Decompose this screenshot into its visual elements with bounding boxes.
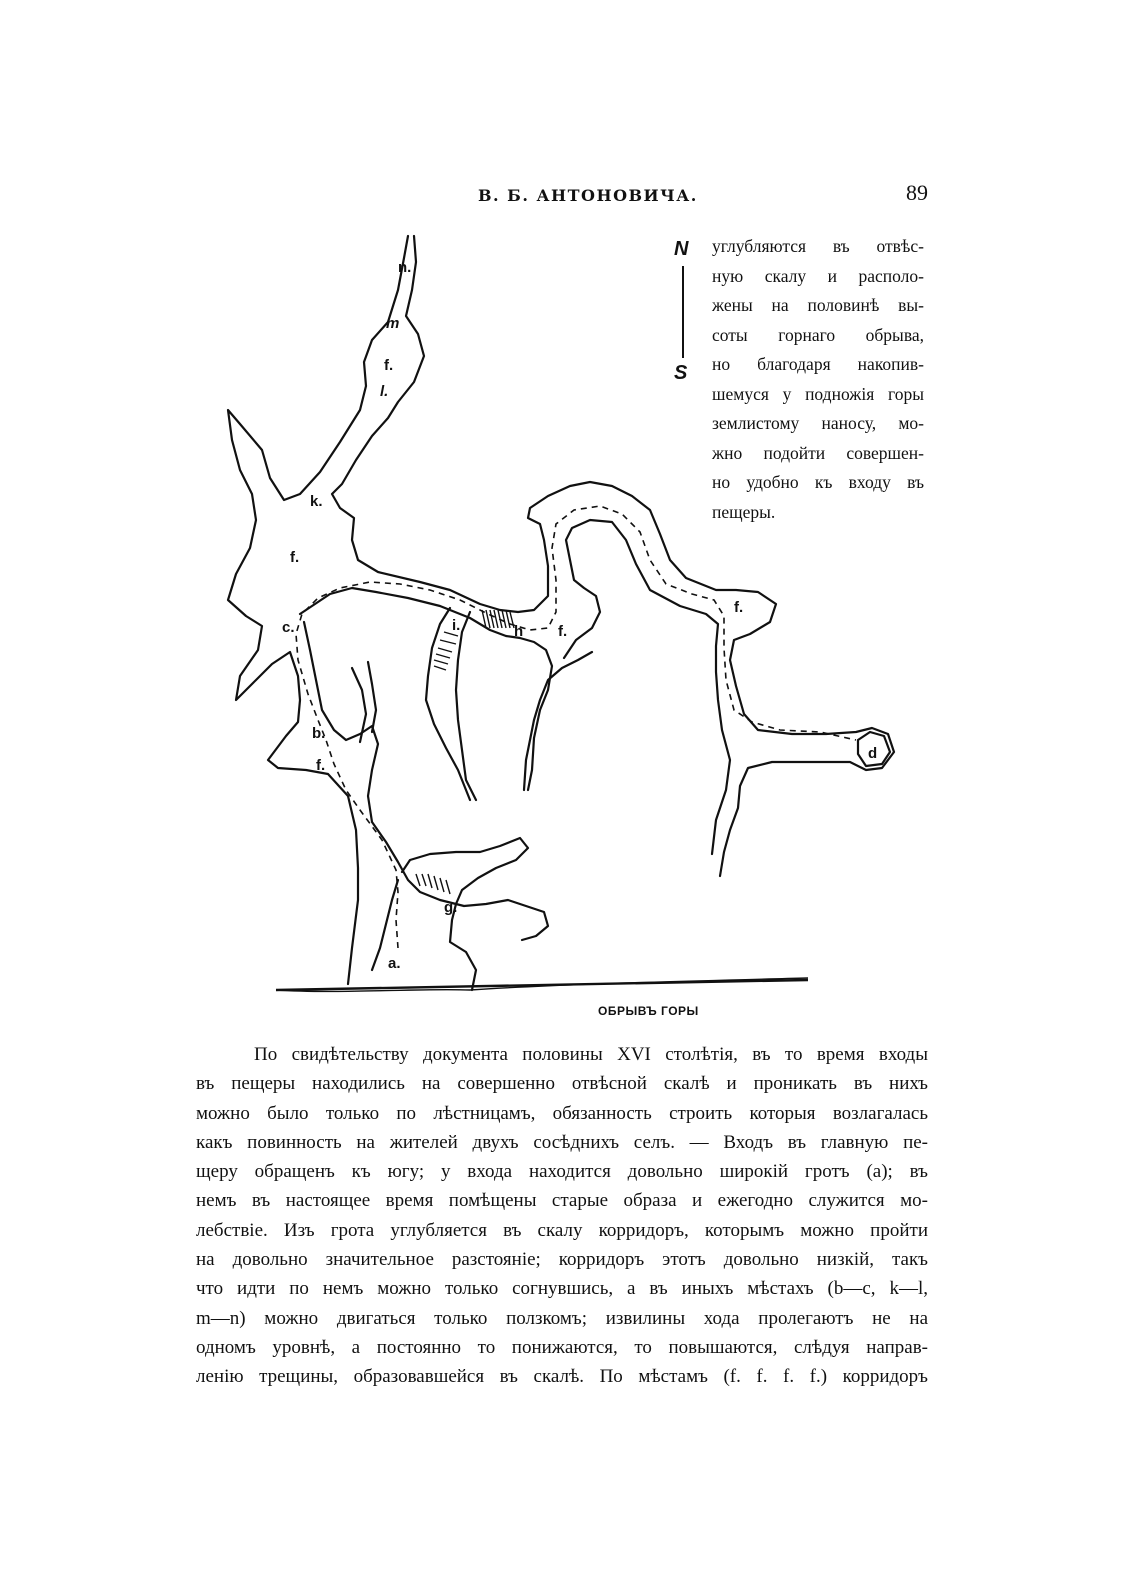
compass-south: S xyxy=(674,362,688,384)
body-line: одномъ уровнѣ, а постоянно то понижаются, то повышаются, слѣдуя направ- xyxy=(196,1336,928,1358)
side-text-line: но удобно къ входу въ xyxy=(712,472,924,492)
map-label-g: g. xyxy=(444,899,458,916)
body-line: какъ повинность на жителей двухъ сосѣднихъ селъ. — Входъ въ главную пе- xyxy=(196,1131,928,1153)
hatch-h xyxy=(482,610,514,628)
map-label-f-mid: f. xyxy=(558,623,568,640)
body-line: что идти по немъ можно только согнувшись, а въ иныхъ мѣстахъ (b—c, k—l, xyxy=(196,1278,928,1300)
map-label-a: a. xyxy=(388,955,401,972)
body-line: ленію трещины, образовавшейся въ скалѣ. По мѣстамъ (f. f. f. f.) корридоръ xyxy=(196,1366,928,1388)
cave-wall-upper-left xyxy=(228,236,408,984)
hatch-g xyxy=(416,874,450,894)
cave-wall-upper-right xyxy=(332,236,894,876)
body-line: въ пещеры находились на совершенно отвѣсной скалѣ и проникать въ нихъ xyxy=(196,1073,928,1095)
map-label-k: k. xyxy=(310,493,323,510)
side-text-line: углубляются въ отвѣс- xyxy=(712,236,924,256)
hatch-i xyxy=(434,632,458,670)
cave-wall-branch-i xyxy=(426,608,476,800)
side-text-line: ную скалу и располо- xyxy=(712,265,924,286)
side-text-line: жно подойти совершен- xyxy=(712,442,924,463)
map-caption: ОБРЫВЪ ГОРЫ xyxy=(598,1004,699,1018)
map-label-m: m xyxy=(386,315,400,332)
map-label-f-left: f. xyxy=(290,549,300,566)
body-line: По свидѣтельству документа половины XVI столѣтія, въ то время входы xyxy=(254,1044,928,1065)
body-line: можно было только по лѣстницамъ, обязанность строить которыя возлагалась xyxy=(196,1102,928,1124)
map-label-c: c. xyxy=(282,619,295,636)
map-label-f-right: f. xyxy=(734,599,744,616)
side-text-line: соты горнаго обрыва, xyxy=(712,324,924,345)
side-text-line: пещеры. xyxy=(712,501,776,522)
map-label-f-top: f. xyxy=(384,357,394,374)
cave-wall-lower xyxy=(402,838,528,990)
map-label-n: n. xyxy=(398,259,412,276)
side-text-line: шемуся у подножія горы xyxy=(712,383,924,404)
running-header-author: В. Б. АНТОНОВИЧА. xyxy=(478,186,698,205)
body-paragraph xyxy=(196,1040,928,1392)
side-text-line: жены на половинѣ вы- xyxy=(712,295,924,315)
map-label-f-bottom: f. xyxy=(316,757,326,774)
cave-map xyxy=(200,225,920,1005)
compass-north: N xyxy=(674,238,689,260)
map-label-i: i. xyxy=(452,617,461,634)
page-number: 89 xyxy=(906,180,928,205)
side-text-line: землистому наносу, мо- xyxy=(712,413,924,433)
body-line: на довольно значительное разстояніе; корридоръ этотъ довольно низкій, такъ xyxy=(196,1249,928,1271)
cave-wall-branch-c xyxy=(304,622,548,940)
body-line: щеру обращенъ къ югу; у входа находится довольно широкій гротъ (а); въ xyxy=(196,1161,928,1183)
map-label-b: b. xyxy=(312,725,326,742)
map-label-h: h xyxy=(514,623,524,640)
cave-wall-spur xyxy=(352,662,376,742)
map-label-l: l. xyxy=(380,383,389,400)
cliff-line xyxy=(276,980,808,990)
body-line: лебствіе. Изъ грота углубляется въ скалу корридоръ, которымъ можно пройти xyxy=(196,1219,928,1241)
map-label-d: d xyxy=(868,745,878,762)
body-line: немъ въ настоящее время помѣщены старые образа и ежегодно служится мо- xyxy=(196,1190,928,1212)
body-line: m—n) можно двигаться только ползкомъ; извилины хода пролегаютъ не на xyxy=(196,1307,928,1329)
side-text-line: но благодаря накопив- xyxy=(712,354,924,374)
